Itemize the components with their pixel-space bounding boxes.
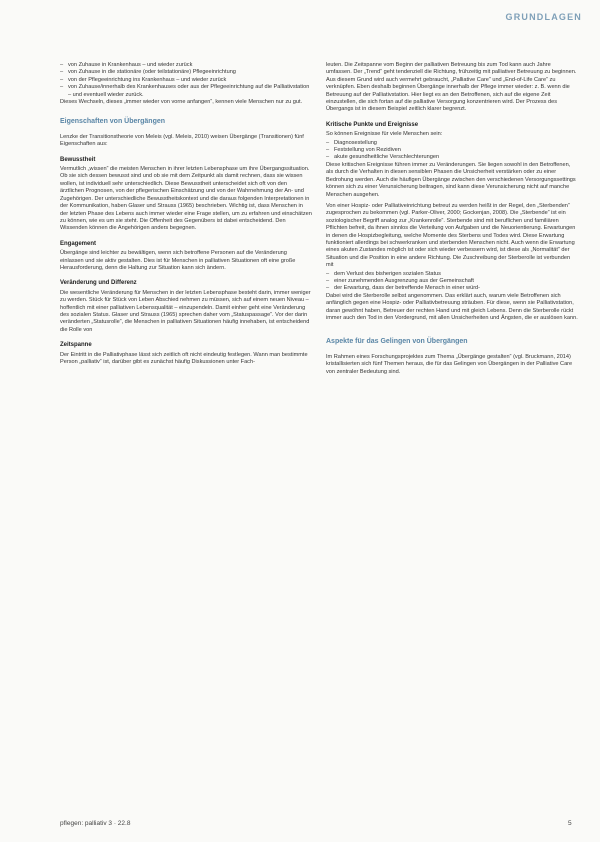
right-column — [326, 62, 578, 380]
list-item: – einer zunehmenden Ausgrenzung aus der Gemeinschaft — [326, 278, 578, 285]
paragraph: Vermutlich „wissen“ die meisten Menschen in ihrer letzten Lebensphase um ihre Übergangssituation. Ob sie sich dessen bewusst sind und ob sie mit dem Zeitpunkt als damit rechnen, dass sie wissen wollen, ist individuell sehr unterschiedlich. Diese Bewusstheit unterscheidet sich oft von den ärztlichen Prognosen, von der pflegerischen Einschätzung und von der Wahrnehmung der An- und Zugehörigen. Der unterschiedliche Bewusstheitskontext und die daraus folgenden Interpretationen in der Kommunikation, haben Glaser und Strauss (1965) beschrieben. Wichtig ist, dass Menschen in der letzten Phase des Lebens auch immer wieder eine Frage stellen, um zu erfahren und einschätzen zu können, wie es um sie steht. Die Offenheit des Gegenübers ist dabei entscheidend. Den Wissenden können die Angehörigen anders begegnen. — [60, 166, 312, 232]
footer-journal: pflegen: palliativ 3 · 22.8 — [60, 820, 131, 827]
paragraph: Im Rahmen eines Forschungsprojektes zum Thema „Übergänge gestalten“ (vgl. Bruckmann, 2014) kristallisierten sich fünf Themen heraus, die für das Gelingen von Übergängen in der Palliative Care von zentraler Bedeutung sind. — [326, 353, 573, 375]
section-tag: GRUNDLAGEN — [505, 12, 582, 22]
subheading-veraenderung: Veränderung und Differenz — [60, 280, 137, 287]
paragraph: Dieses Wechseln, dieses „immer wieder von vorne anfangen“, kennen viele Menschen nur zu gut. — [60, 99, 303, 106]
subheading-bewusstheit: Bewusstheit — [60, 156, 96, 163]
list-item: – Feststellung von Rezidiven — [326, 147, 578, 154]
paragraph: Diese kritischen Ereignisse führen immer zu Veränderungen. Sie liegen sowohl in den Betroffenen, als durch die Verhalten in diesen sensiblen Phasen die Unsicherheit verstärken oder zu einer Bedrohung werden. Auch die häufigen Übergänge zwischen den verschiedenen Versorgungssettings können sich zu einer Verunsicherung beitragen, sind kann diese Verunsicherung nicht auf manche Menschen ausgehen. — [326, 161, 576, 198]
list-item: – akute gesundheitliche Verschlechterungen — [326, 154, 578, 161]
paragraph: Von einer Hospiz- oder Palliativeinrichtung betreut zu werden heißt in der Regel, den „Sterbenden“ zugesprochen zu bekommen (vgl. Parker-Oliver, 2000; Gockenjan, 2008). Die „Sterbende“ ist ein soziologischer Begriff analog zur „Krankenrolle“. Sterbende sind mit beruflichen und familiären Pflichten befreit, da ihnen sinnlos die Verteilung von Aufgaben und die Neuorientierung. Erwartungen in denen die Hospizbegleitung, welche Momente des Sterbens und Todes wird. Diese Erwartung funktioniert allerdings bei schwerkranken und sterbenden Menschen nicht. Auch wenn die Erwartung eines akuten Zustandes möglich ist oder sich wieder verbessern wird, ist diese als „Normalität“ der Situation und die Position in eine andere Richtung. Die Zuschreibung der Sterberolle ist verbunden mit — [326, 202, 576, 269]
list-item: – von Zuhause in die stationäre (oder teilstationäre) Pflegeeinrichtung — [60, 69, 312, 76]
paragraph: Der Eintritt in die Palliativphase lässt sich zeitlich oft nicht eindeutig festlegen. Wann man bestimmte Person „palliativ“ ist, darüber gibt es zunächst häufig Diskussionen unter Fach- — [60, 351, 308, 365]
role-list — [326, 271, 578, 293]
left-column — [60, 62, 312, 370]
list-item: – dem Verlust des bisherigen sozialen Status — [326, 271, 578, 278]
paragraph: Dabei wird die Sterberolle selbst angenommen. Das erklärt auch, warum viele Betroffenen sich anfänglich gegen eine Hospiz- oder Palliativbetreuung sträuben. Für diese, wenn sie Palliativstation, daran gewöhnt haben, Betreuer der rechten Hand und mit gleich Lebens. Denn die Sterberolle rückt immer auch den Tod in den Vordergrund, mit allen Unsicherheiten und Ängsten, die er auslösen kann. — [326, 292, 578, 321]
list-item: – von der Pflegeeinrichtung ins Krankenhaus – und wieder zurück — [60, 77, 312, 84]
page-number: 5 — [568, 820, 572, 827]
subheading-kritische-punkte: Kritische Punkte und Ereignisse — [326, 121, 419, 128]
list-item: – der Erwartung, dass der betreffende Mensch in einer würd- — [326, 285, 578, 292]
paragraph: Die wesentliche Veränderung für Menschen in der letzten Lebensphase besteht darin, immer weniger zu werden. Stück für Stück von Leben Abschied nehmen zu müssen, sich auf einem neuen Niveau – hoffentlich mit einer palliativen Lebensqualität – einzupendeln. Damit einher geht eine Veränderung des sozialen Status. Glaser und Strauss (1965) sprechen daher vom „Statuspassage“. Vor der darin veränderten „Statusrolle“, die Menschen in palliativen Situationen häufig innehaben, ist entscheidend die Rolle von — [60, 289, 311, 333]
subheading-engagement: Engagement — [60, 240, 97, 247]
section-heading: Eigenschaften von Übergängen — [60, 118, 166, 126]
paragraph: Übergänge sind leichter zu bewältigen, wenn sich betroffene Personen auf die Veränderung einlassen und sie aktiv gestalten. Dies ist für Menschen in palliativen Situationen oft eine große Herausforderung, denn die Haltung zur Situation kann sich ändern. — [60, 250, 296, 271]
paragraph: So können Ereignisse für viele Menschen sein: — [326, 131, 443, 138]
list-item: – von Zuhause in Krankenhaus – und wieder zurück — [60, 62, 312, 69]
paragraph: leuten. Die Zeitspanne vom Beginn der palliativen Betreuung bis zum Tod kann auch Jahre umfassen. Der „Trend“ geht tendenziell die Richtung, frühzeitig mit palliativer Betreuung zu beginnen. Aus diesem Grund wird auch vermehrt gebraucht, „Palliative Care“ und „End-of-Life Care“ zu verknüpfen. Eben deshalb beginnen Übergänge innerhalb der Pflege immer wieder: z. B. wenn die Betreuung auf der Palliativstation. Hier liegt es an den Betroffenen, sich auf die eigene Zeit einzustellen, die sich fortan auf die palliative Versorgung konzentrieren wird. Der Prozess des Übergangs ist in diesem Beispiel zeitlich klarer begrenzt. — [326, 62, 577, 113]
subheading-zeitspanne: Zeitspanne — [60, 342, 92, 349]
paragraph: Lenzke der Transitionstheorie von Meleis (vgl. Meleis, 2010) weisen Übergänge (Transitionen) fünf Eigenschaften aus: — [60, 133, 304, 148]
list-item: – von Zuhause/innerhalb des Krankenhauses oder aus der Pflegeeinrichtung auf die Palliativstation – und eventuell wieder zurück. — [60, 84, 312, 99]
event-list — [326, 140, 578, 162]
section-heading: Aspekte für das Gelingen von Übergängen — [326, 338, 468, 346]
list-item: – Diagnosestellung — [326, 140, 578, 147]
transition-list — [60, 62, 312, 99]
